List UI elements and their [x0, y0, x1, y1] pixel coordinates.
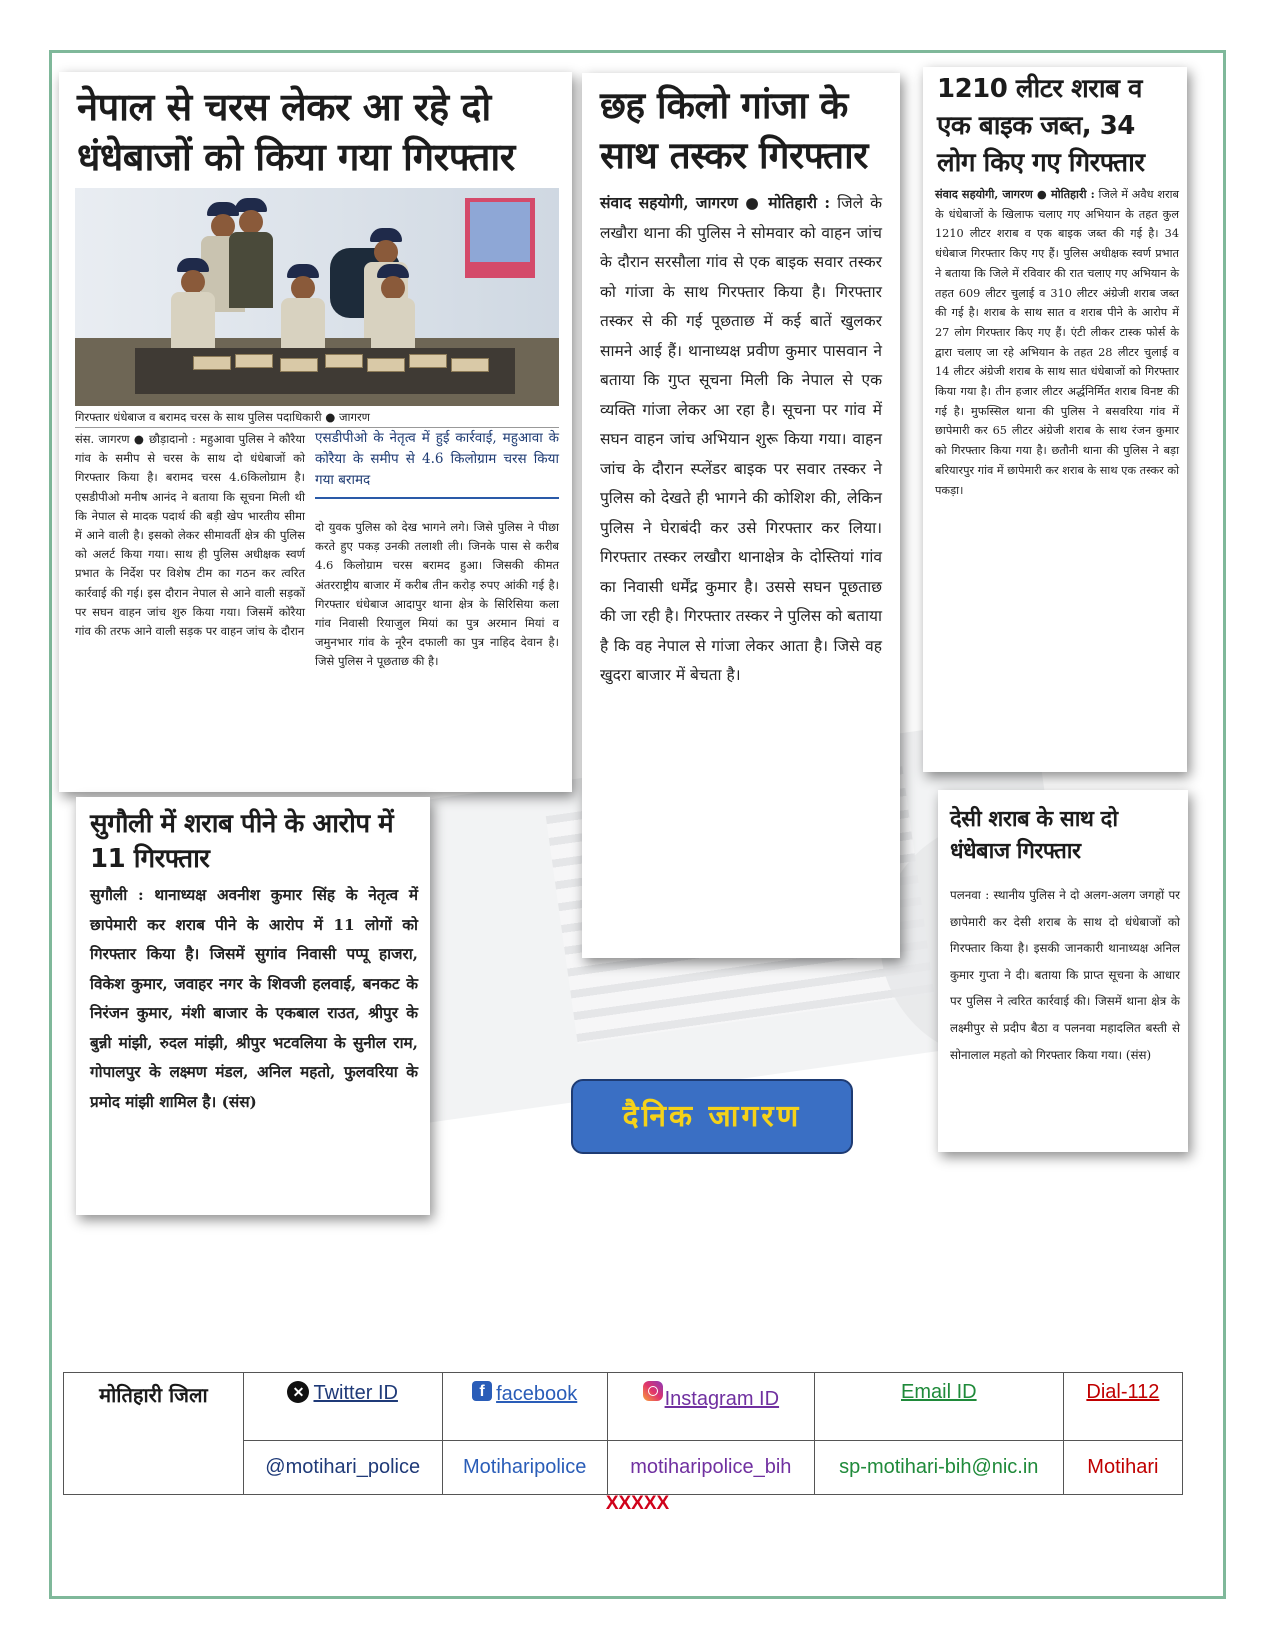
facebook-header[interactable] — [442, 1373, 607, 1441]
clip5-body: पलनवा : स्थानीय पुलिस ने दो अलग-अलग जगहों पर छापेमारी कर देसी शराब के साथ दो धंधेबाजों को गिरफ्तार किया है। इसकी जानकारी थानाध्यक्ष अनिल कुमार गुप्ता ने दी। बताया कि प्राप्त सूचना के आधार पर पुलिस ने त्वरित कार्रवाई की। जिसमें थाना क्षेत्र के लक्ष्मीपुर से प्रदीप बैठा व पलनवा महादलित बस्ती से सोनालाल महतो को गिरफ्तार किया गया। (संस) — [950, 888, 1180, 1062]
clip2-headline: छह किलो गांजा के साथ तस्कर गिरफ्तार — [600, 84, 868, 177]
clip2-body — [600, 188, 882, 691]
facebook-link[interactable]: facebook — [496, 1383, 578, 1405]
instagram-handle: motiharipolice_bih — [607, 1441, 814, 1495]
clip3-lead: संवाद सहयोगी, जागरण ● मोतिहारी : — [935, 187, 1095, 201]
clip2-text: जिले के लखौरा थाना की पुलिस ने सोमवार को वाहन जांच के दौरान सरसौला गांव से एक बाइक सवार तस्कर को गांजा के साथ गिरफ्तार किया है। गिरफ्तार तस्कर से की गई पूछताछ में कई बातें खुलकर सामने आई हैं। थानाध्यक्ष प्रवीण कुमार पासवान ने बताया कि गुप्त सूचना मिली कि नेपाल से एक व्यक्ति गांजा लेकर आ रहा है। सूचना पर गांव में सघन वाहन जांच अभियान शुरू किया गया। वाहन जांच के दौरान स्प्लेंडर बाइक पर सवार तस्कर ने पुलिस को देखते ही भागने की कोशिश की, लेकिन पुलिस ने घेराबंदी कर उसे गिरफ्तार कर लिया। गिरफ्तार तस्कर लखौरा थानाक्षेत्र के दोस्तियां गांव का निवासी धर्मेंद्र कुमार है। उससे सघन पूछताछ की जा रही है। गिरफ्तार तस्कर ने पुलिस को बताया है कि वह नेपाल से गांजा लेकर आता है। जिसे वह खुदरा बाजार में बेचता है। — [600, 194, 882, 684]
footer-code: XXXXX — [605, 1493, 670, 1514]
email-link[interactable]: Email ID — [901, 1381, 977, 1403]
news-clip-charas-arrest — [59, 72, 572, 792]
clip3-headline: 1210 लीटर शराब व एक बाइक जब्त, 34 लोग किए गए गिरफ्तार — [937, 74, 1145, 178]
instagram-header[interactable] — [607, 1373, 814, 1441]
clip4-headline: सुगौली में शराब पीने के आरोप में 11 गिरफ्तार — [90, 809, 394, 874]
instagram-link[interactable]: Instagram ID — [664, 1388, 780, 1410]
clip4-body: सुगौली : थानाध्यक्ष अवनीश कुमार सिंह के नेतृत्व में छापेमारी कर शराब पीने के आरोप में 11 लोगों को गिरफ्तार किया है। जिसमें सुगांव निवासी पप्पू हाजरा, विकेश कुमार, जवाहर नगर के शिवजी हलवाई, बनकट के निरंजन कुमार, मंशी बाजार के एकबाल राउत, श्रीपुर के बुन्नी मांझी, रुदल मांझी, श्रीपुर भटवलिया के सुनील राम, गोपालपुर के लक्ष्मण मंडल, अनिल महतो, फुलवरिया के प्रमोद मांझी शामिल है। (संस) — [90, 886, 418, 1111]
clip3-text: जिले में अवैध शराब के धंधेबाजों के खिलाफ चलाए गए अभियान के तहत कुल 1210 लीटर शराब व एक बाइक जब्त की गई है। 34 धंधेबाज गिरफ्तार किए गए हैं। पुलिस अधीक्षक स्वर्ण प्रभात ने बताया कि जिले में रविवार की रात चलाए गए अभियान के तहत 609 लीटर चुलाई व 310 लीटर अंग्रेजी शराब जब्त की गई है। शराब के साथ सात व शराब पीने के आरोप में 27 लोग गिरफ्तार किए गए हैं। एंटी लीकर टास्क फोर्स के द्वारा चलाए जा रहे अभियान के तहत 28 लीटर चुलाई व 14 लीटर अंग्रेजी शराब के साथ सात धंधेबाजों को गिरफ्तार किया गया है। तीन हजार लीटर अर्द्धनिर्मित शराब विनष्ट की गई है। मुफस्सिल थाना की पुलिस ने बसवरिया गांव में छापेमारी कर 65 लीटर अंग्रेजी शराब के साथ रंजन कुमार को गिरफ्तार किया गया है। छतौनी थाना की पुलिस ने बड़ा बरियारपुर गांव में छापेमारी कर शराब के साथ एक तस्कर को पकड़ा। — [935, 188, 1180, 497]
instagram-icon — [643, 1381, 663, 1401]
clip3-body — [935, 185, 1179, 500]
clip5-headline: देसी शराब के साथ दो धंधेबाज गिरफ्तार — [950, 807, 1118, 864]
facebook-icon: f — [472, 1381, 492, 1401]
photo-caption: गिरफ्तार धंधेबाज व बरामद चरस के साथ पुलिस पदाधिकारी ● जागरण — [75, 410, 559, 428]
twitter-handle: @motihari_police — [243, 1441, 442, 1495]
clip1-pull-quote: एसडीपीओ के नेतृत्व में हुई कार्रवाई, महुआवा के कोरैया के समीप से 4.6 किलोग्राम चरस किया गया बरामद — [315, 428, 559, 499]
email-address: sp-motihari-bih@nic.in — [814, 1441, 1063, 1495]
dial-header[interactable] — [1063, 1373, 1182, 1441]
x-twitter-icon: ✕ — [287, 1381, 309, 1403]
district-name: मोतिहारी जिला — [64, 1373, 244, 1495]
news-clip-desi-liquor — [938, 790, 1188, 1152]
twitter-link[interactable]: Twitter ID — [313, 1382, 398, 1404]
clip2-lead: संवाद सहयोगी, जागरण ● मोतिहारी : — [600, 193, 831, 212]
police-photo — [75, 188, 559, 406]
clip1-body-right: दो युवक पुलिस को देख भागने लगे। जिसे पुलिस ने पीछा करते हुए पकड़ उनकी तलाशी ली। जिनके पास से करीब 4.6 किलोग्राम चरस बरामद हुआ। जिसकी कीमत अंतरराष्ट्रीय बाजार में करीब तीन करोड़ रुपए आंकी गई है। गिरफ्तार धंधेबाज आदापुर थाना क्षेत्र के सिरिसिया कला गांव निवासी रियाजुल मियां का पुत्र अरमान मियां व जमुनभार गांव के नूरैन दफाली का पुत्र नाहिद देवान है। जिसे पुलिस ने पूछताछ की है। — [315, 520, 559, 669]
facebook-handle: Motiharipolice — [442, 1441, 607, 1495]
dainik-jagran-logo: दैनिक जागरण — [571, 1079, 853, 1154]
email-header[interactable] — [814, 1373, 1063, 1441]
news-clip-sugauli-arrest — [76, 797, 430, 1215]
news-clip-ganja-smuggler — [582, 73, 900, 958]
twitter-header[interactable] — [243, 1373, 442, 1441]
clip1-headline: नेपाल से चरस लेकर आ रहे दो धंधेबाजों को किया गया गिरफ्तार — [77, 85, 515, 179]
contact-table — [63, 1372, 1183, 1495]
dial-link[interactable]: Dial-112 — [1086, 1381, 1160, 1403]
dial-location: Motihari — [1063, 1441, 1182, 1495]
news-clip-liquor-seizure — [923, 67, 1187, 772]
clip1-body-left: संस. जागरण ● छौड़ादानो : महुआवा पुलिस ने कौरैया गांव के समीप से चरस के साथ दो धंधेबाजों को गिरफ्तार किया है। बरामद चरस 4.6किलोग्राम है। एसडीपीओ मनीष आनंद ने बताया कि सूचना मिली थी कि नेपाल से मादक पदार्थ की बड़ी खेप भारतीय सीमा में आने वाली है। इसको लेकर सीमावर्ती क्षेत्र की पुलिस को अलर्ट किया गया। साथ ही पुलिस अधीक्षक स्वर्ण प्रभात के निर्देश पर विशेष टीम का गठन कर त्वरित कार्रवाई की गई। इस दौरान नेपाल से आने वाली सड़कों पर सघन वाहन जांच शुरु किया गया। जिसमें कोरैया गांव की तरफ आने वाली सड़क पर वाहन जांच के दौरान — [75, 432, 305, 639]
